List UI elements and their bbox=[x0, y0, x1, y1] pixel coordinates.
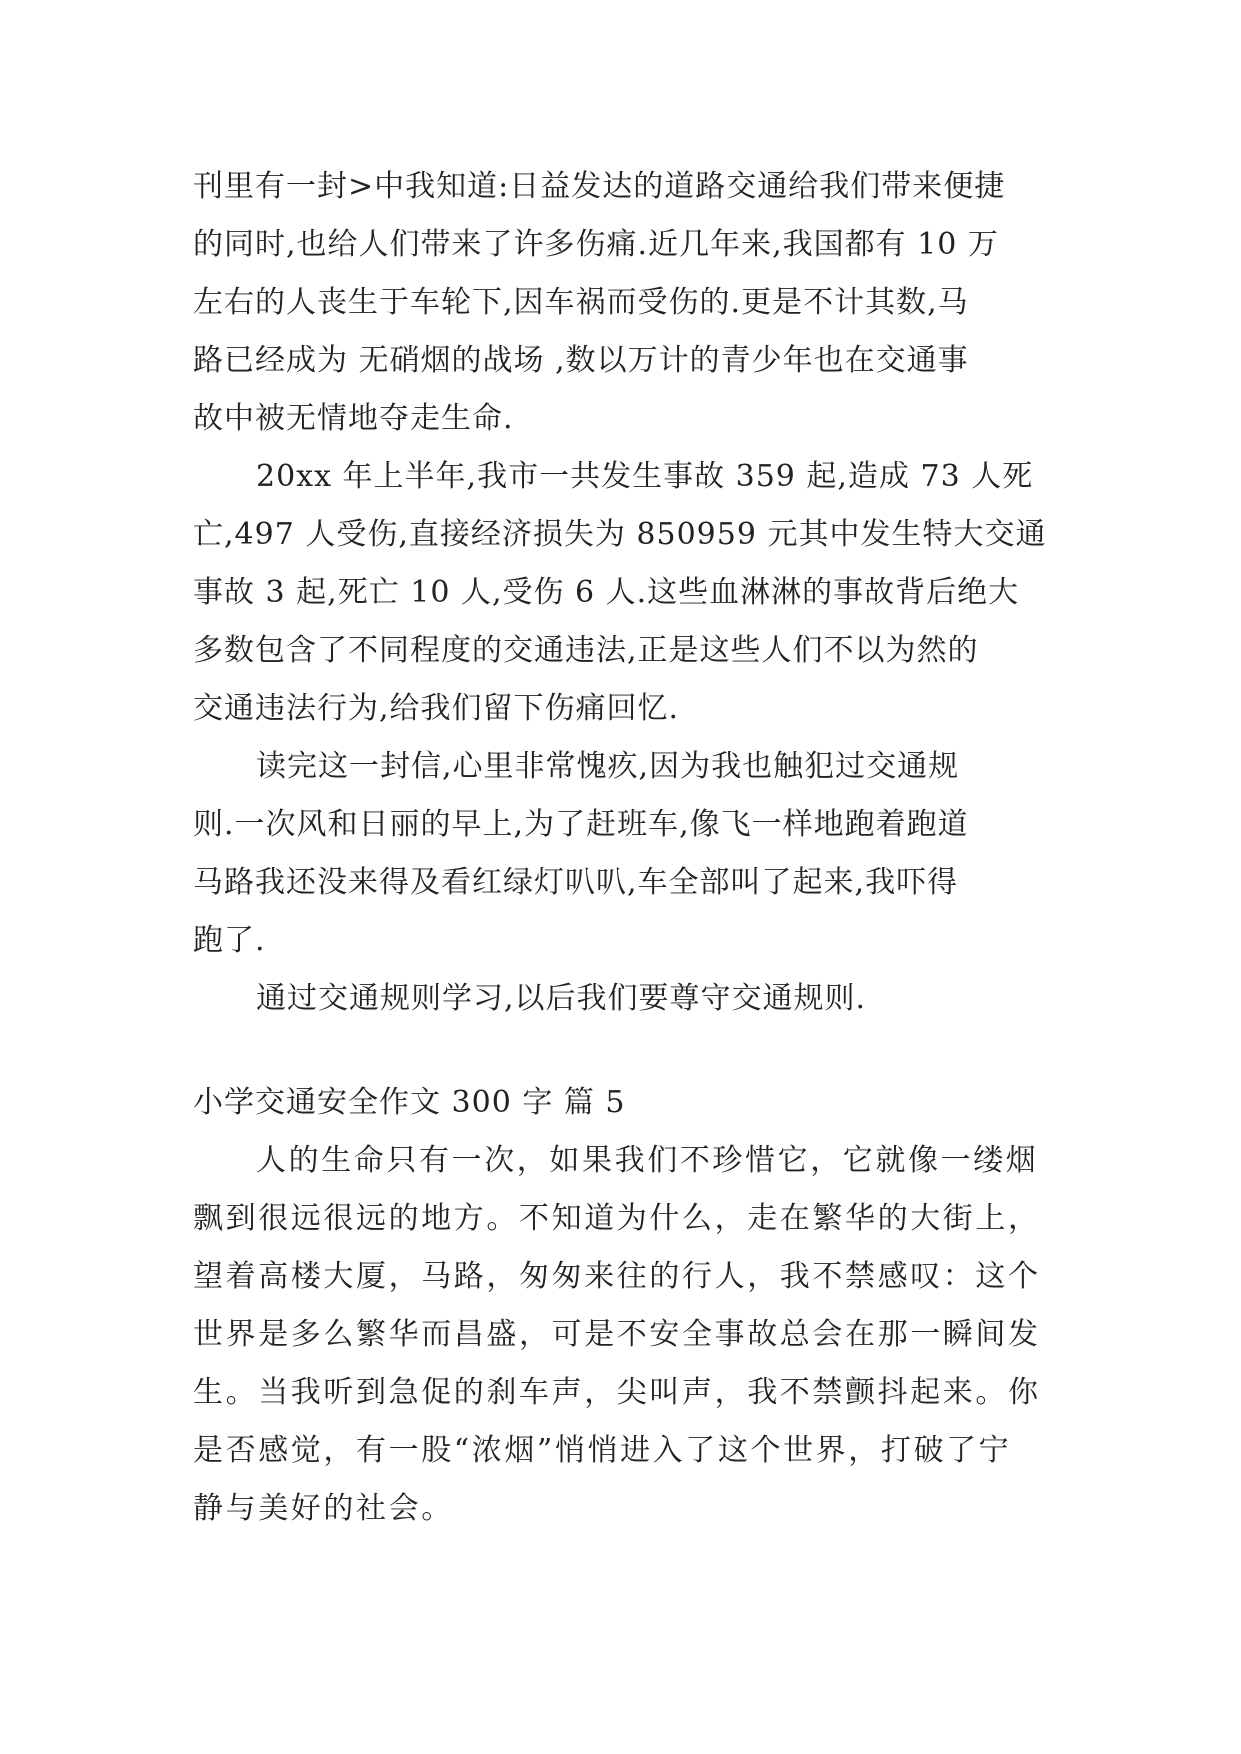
text-line: 世界是多么繁华而昌盛，可是不安全事故总会在那一瞬间发 bbox=[193, 1317, 1041, 1352]
text-line: 跑了. bbox=[193, 923, 266, 958]
text-line: 读完这一封信,心里非常愧疚,因为我也触犯过交通规 bbox=[256, 749, 960, 784]
text-line: 左右的人丧生于车轮下,因车祸而受伤的.更是不计其数,马 bbox=[193, 285, 969, 320]
text-line: 亡,497 人受伤,直接经济损失为 850959 元其中发生特大交通 bbox=[193, 517, 1047, 552]
text-line: 的同时,也给人们带来了许多伤痛.近几年来,我国都有 10 万 bbox=[193, 227, 999, 262]
text-line: 事故 3 起,死亡 10 人,受伤 6 人.这些血淋淋的事故背后绝大 bbox=[193, 575, 1020, 610]
text-line: 飘到很远很远的地方。不知道为什么，走在繁华的大街上， bbox=[193, 1201, 1041, 1236]
text-line: 静与美好的社会。 bbox=[193, 1491, 454, 1526]
text-line: 望着高楼大厦，马路，匆匆来往的行人，我不禁感叹：这个 bbox=[193, 1259, 1041, 1294]
text-line: 交通违法行为,给我们留下伤痛回忆. bbox=[193, 691, 680, 726]
text-line: 马路我还没来得及看红绿灯叭叭,车全部叫了起来,我吓得 bbox=[193, 865, 959, 900]
text-line: 人的生命只有一次，如果我们不珍惜它，它就像一缕烟 bbox=[256, 1143, 1039, 1178]
text-line: 故中被无情地夺走生命. bbox=[193, 401, 514, 436]
text-line: 多数包含了不同程度的交通违法,正是这些人们不以为然的 bbox=[193, 633, 979, 668]
text-line: 是否感觉，有一股“浓烟”悄悄进入了这个世界，打破了宁 bbox=[193, 1433, 1012, 1468]
section-title: 小学交通安全作文 300 字 篇 5 bbox=[193, 1085, 626, 1120]
text-line: 则.一次风和日丽的早上,为了赶班车,像飞一样地跑着跑道 bbox=[193, 807, 969, 842]
text-line: 刊里有一封>中我知道:日益发达的道路交通给我们带来便捷 bbox=[193, 169, 1006, 204]
text-line: 20xx 年上半年,我市一共发生事故 359 起,造成 73 人死 bbox=[256, 459, 1034, 494]
text-line: 通过交通规则学习,以后我们要尊守交通规则. bbox=[256, 981, 867, 1016]
text-line: 路已经成为 无硝烟的战场 ,数以万计的青少年也在交通事 bbox=[193, 343, 969, 378]
text-line: 生。当我听到急促的刹车声，尖叫声，我不禁颤抖起来。你 bbox=[193, 1375, 1041, 1410]
